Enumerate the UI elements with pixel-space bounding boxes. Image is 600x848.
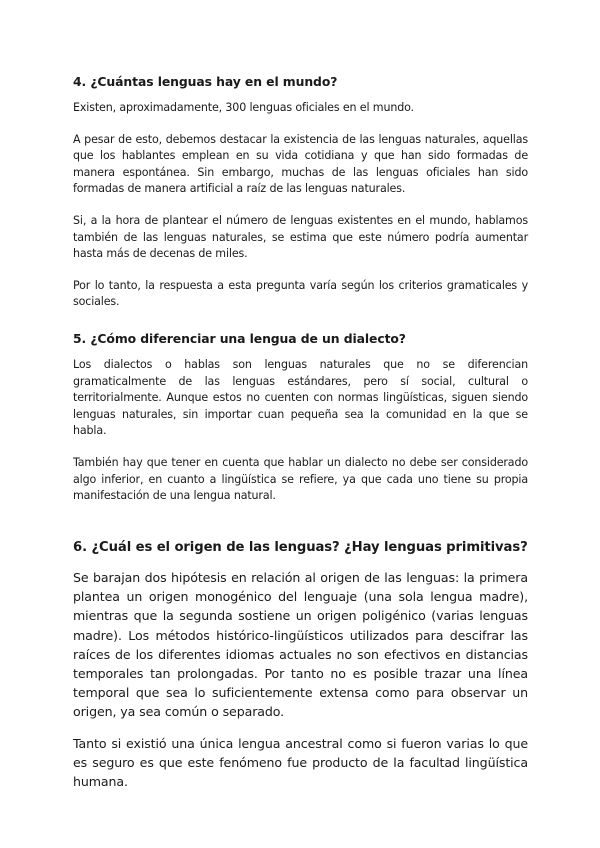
section-6 [73, 539, 528, 803]
section-5 [73, 331, 528, 520]
section-4-paragraph-4: Por lo tanto, la respuesta a esta pregunta varía según los criterios gramaticales y sociales. [73, 278, 528, 309]
section-5-paragraph-2: También hay que tener en cuenta que hablar un dialecto no debe ser considerado algo inferior, en cuanto a lingüística se refiere, ya que cada uno tiene su propia manifestación de una lengua natural. [73, 455, 528, 503]
section-4-paragraph-3: Si, a la hora de plantear el número de lenguas existentes en el mundo, hablamos también de las lenguas naturales, se estima que este número podría aumentar hasta más de decenas de miles. [73, 213, 528, 261]
section-6-paragraph-2: Tanto si existió una única lengua ancestral como si fueron varias lo que es seguro es que este fenómeno fue producto de la facultad lingüística humana. [73, 735, 528, 790]
section-5-paragraph-1: Los dialectos o hablas son lenguas naturales que no se diferencian gramaticalmente de las lenguas estándares, pero sí social, cultural o territorialmente. Aunque estos no cuenten con normas lingüísticas, siguen siendo lenguas naturales, sin importar cuan pequeña sea la comunidad en la que se habla. [73, 358, 528, 438]
section-5-heading: 5. ¿Cómo diferenciar una lengua de un dialecto? [73, 331, 406, 346]
section-4-paragraph-1: Existen, aproximadamente, 300 lenguas oficiales en el mundo. [73, 101, 414, 114]
section-6-paragraph-1: Se barajan dos hipótesis en relación al origen de las lenguas: la primera plantea un origen monogénico del lenguaje (una sola lengua madre), mientras que la segunda sostiene un origen poligénico (varias lenguas madre). Los métodos histórico-lingüísticos utilizados para descifrar las raíces de los diferentes idiomas actuales no son efectivos en distancias temporales tan prolongadas. Por tanto no es posible trazar una línea temporal que sea lo suficientemente extensa como para observar un origen, ya sea común o separado. [73, 570, 528, 720]
section-4-paragraph-2: A pesar de esto, debemos destacar la existencia de las lenguas naturales, aquellas que los hablantes emplean en su vida cotidiana y que han sido formadas de manera espontánea. Sin embargo, muchas de las lenguas oficiales han sido formadas de manera artificial a raíz de las lenguas naturales. [73, 132, 528, 196]
section-4-heading: 4. ¿Cuántas lenguas hay en el mundo? [73, 74, 338, 89]
section-4 [73, 74, 528, 326]
section-6-heading: 6. ¿Cuál es el origen de las lenguas? ¿Hay lenguas primitivas? [73, 540, 528, 555]
